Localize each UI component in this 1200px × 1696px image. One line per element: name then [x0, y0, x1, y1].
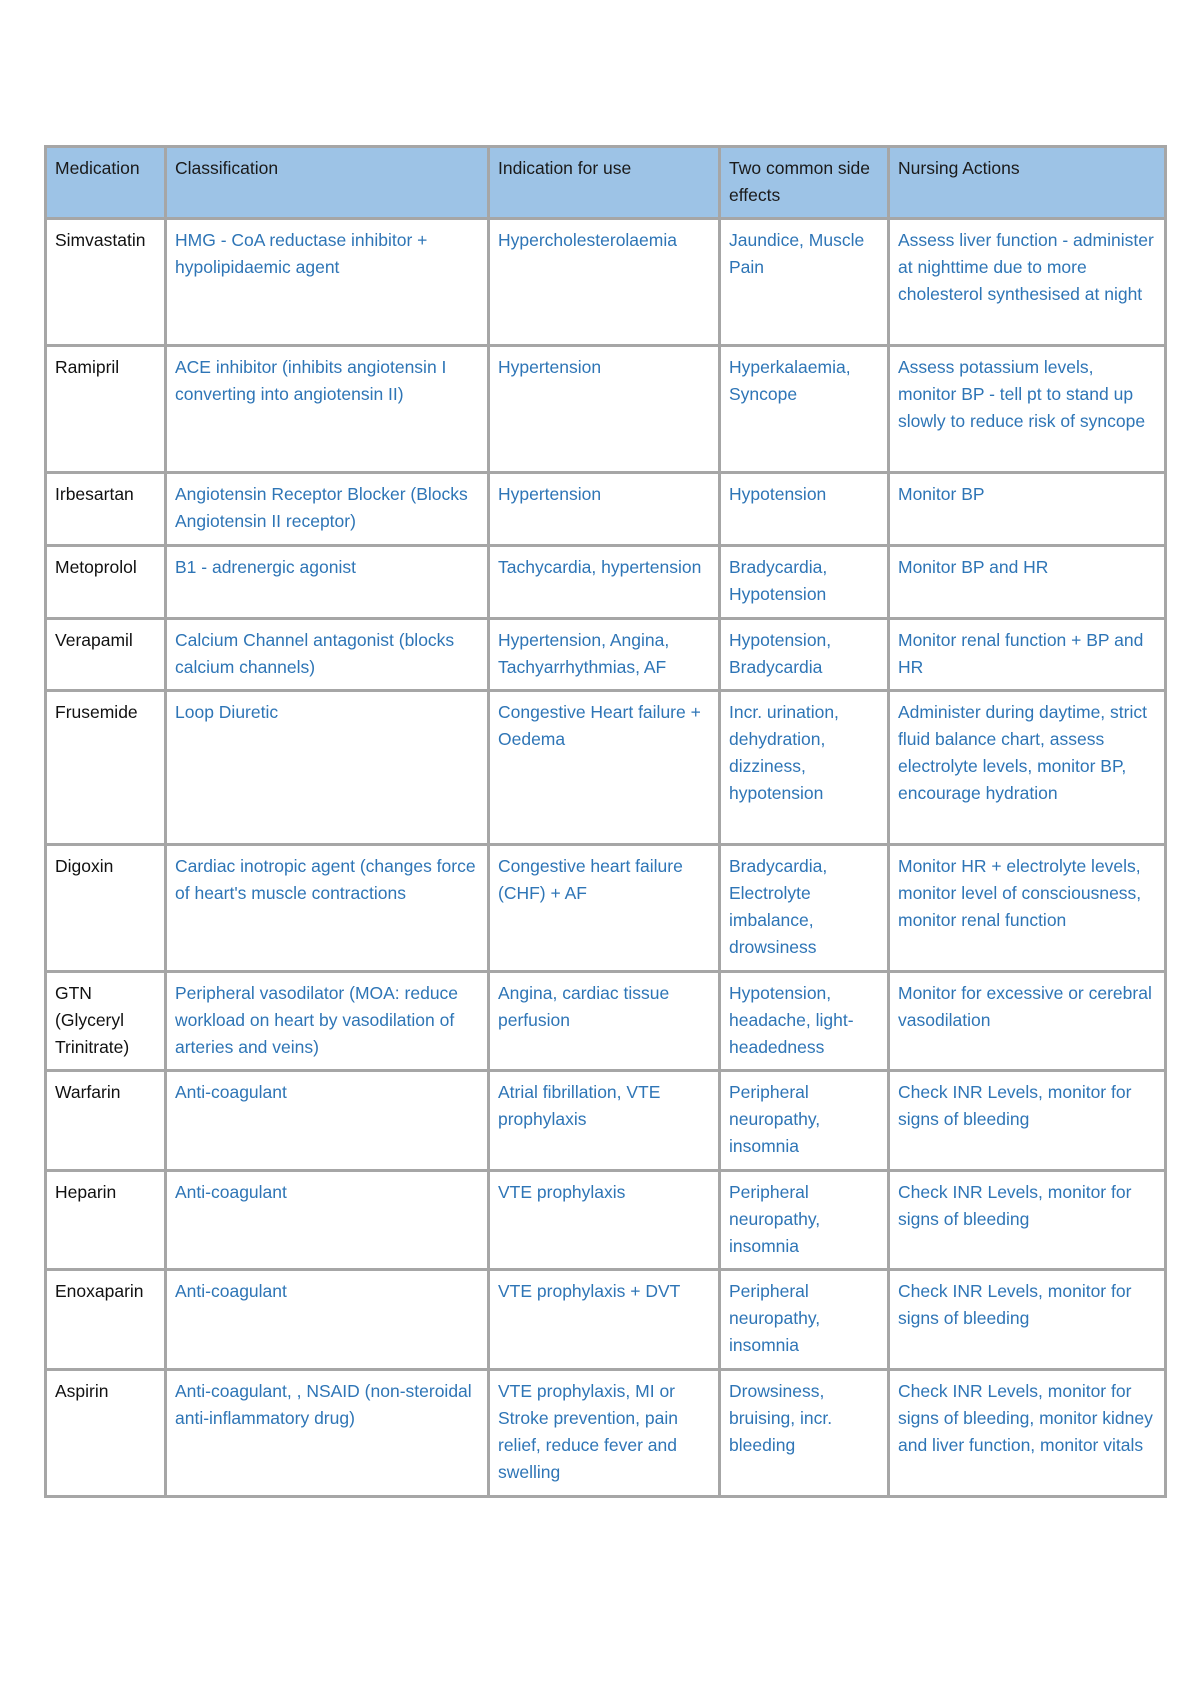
cell-classification: Cardiac inotropic agent (changes force of heart's muscle contractions: [166, 845, 489, 972]
cell-medication: Enoxaparin: [46, 1270, 166, 1370]
cell-classification: ACE inhibitor (inhibits angiotensin I converting into angiotensin II): [166, 346, 489, 473]
cell-side-effects: Peripheral neuropathy, insomnia: [720, 1270, 889, 1370]
cell-side-effects: Jaundice, Muscle Pain: [720, 219, 889, 346]
cell-indication: Angina, cardiac tissue perfusion: [489, 972, 720, 1071]
cell-nursing-actions: Monitor renal function + BP and HR: [889, 619, 1166, 691]
cell-nursing-actions: Check INR Levels, monitor for signs of bleeding: [889, 1171, 1166, 1270]
cell-nursing-actions: Assess potassium levels, monitor BP - tell pt to stand up slowly to reduce risk of syncope: [889, 346, 1166, 473]
table-row: [46, 1370, 1166, 1497]
cell-indication: Hypertension: [489, 346, 720, 473]
cell-medication: Digoxin: [46, 845, 166, 972]
cell-medication: Metoprolol: [46, 546, 166, 619]
table-row: [46, 473, 1166, 546]
cell-nursing-actions: Monitor BP: [889, 473, 1166, 546]
header-row: [46, 147, 1166, 219]
table-body: [46, 219, 1166, 1497]
header-medication: Medication: [46, 147, 166, 219]
cell-nursing-actions: Assess liver function - administer at nighttime due to more cholesterol synthesised at night: [889, 219, 1166, 346]
medication-table: [44, 145, 1167, 1498]
cell-side-effects: Peripheral neuropathy, insomnia: [720, 1071, 889, 1171]
cell-side-effects: Drowsiness, bruising, incr. bleeding: [720, 1370, 889, 1497]
cell-classification: Calcium Channel antagonist (blocks calcium channels): [166, 619, 489, 691]
cell-side-effects: Peripheral neuropathy, insomnia: [720, 1171, 889, 1270]
cell-indication: VTE prophylaxis, MI or Stroke prevention, pain relief, reduce fever and swelling: [489, 1370, 720, 1497]
table-row: [46, 845, 1166, 972]
cell-medication: Heparin: [46, 1171, 166, 1270]
header-classification: Classification: [166, 147, 489, 219]
cell-side-effects: Hypotension, headache, light-headedness: [720, 972, 889, 1071]
cell-side-effects: Hypotension: [720, 473, 889, 546]
cell-indication: Congestive Heart failure + Oedema: [489, 691, 720, 845]
cell-medication: Irbesartan: [46, 473, 166, 546]
cell-indication: Congestive heart failure (CHF) + AF: [489, 845, 720, 972]
cell-classification: HMG - CoA reductase inhibitor + hypolipidaemic agent: [166, 219, 489, 346]
header-indication: Indication for use: [489, 147, 720, 219]
cell-indication: VTE prophylaxis + DVT: [489, 1270, 720, 1370]
cell-side-effects: Hypotension, Bradycardia: [720, 619, 889, 691]
cell-nursing-actions: Check INR Levels, monitor for signs of bleeding, monitor kidney and liver function, monitor vitals: [889, 1370, 1166, 1497]
table-row: [46, 691, 1166, 845]
table-row: [46, 972, 1166, 1071]
cell-nursing-actions: Monitor HR + electrolyte levels, monitor level of consciousness, monitor renal function: [889, 845, 1166, 972]
table-row: [46, 1270, 1166, 1370]
cell-side-effects: Incr. urination, dehydration, dizziness, hypotension: [720, 691, 889, 845]
cell-nursing-actions: Check INR Levels, monitor for signs of bleeding: [889, 1270, 1166, 1370]
table-row: [46, 1171, 1166, 1270]
cell-indication: Hypertension, Angina, Tachyarrhythmias, AF: [489, 619, 720, 691]
table-row: [46, 219, 1166, 346]
cell-classification: Anti-coagulant: [166, 1171, 489, 1270]
cell-classification: Peripheral vasodilator (MOA: reduce workload on heart by vasodilation of arteries and veins): [166, 972, 489, 1071]
table-header: [46, 147, 1166, 219]
cell-classification: Anti-coagulant: [166, 1071, 489, 1171]
header-side-effects: Two common side effects: [720, 147, 889, 219]
table-row: [46, 619, 1166, 691]
cell-medication: Warfarin: [46, 1071, 166, 1171]
table-row: [46, 346, 1166, 473]
cell-medication: GTN (Glyceryl Trinitrate): [46, 972, 166, 1071]
cell-indication: Tachycardia, hypertension: [489, 546, 720, 619]
cell-nursing-actions: Administer during daytime, strict fluid balance chart, assess electrolyte levels, monitor BP, encourage hydration: [889, 691, 1166, 845]
table-row: [46, 1071, 1166, 1171]
cell-medication: Verapamil: [46, 619, 166, 691]
cell-classification: Loop Diuretic: [166, 691, 489, 845]
cell-medication: Simvastatin: [46, 219, 166, 346]
cell-medication: Aspirin: [46, 1370, 166, 1497]
cell-side-effects: Hyperkalaemia, Syncope: [720, 346, 889, 473]
cell-indication: Atrial fibrillation, VTE prophylaxis: [489, 1071, 720, 1171]
table-row: [46, 546, 1166, 619]
cell-nursing-actions: Monitor for excessive or cerebral vasodilation: [889, 972, 1166, 1071]
header-nursing-actions: Nursing Actions: [889, 147, 1166, 219]
cell-nursing-actions: Monitor BP and HR: [889, 546, 1166, 619]
cell-classification: Angiotensin Receptor Blocker (Blocks Angiotensin II receptor): [166, 473, 489, 546]
cell-classification: Anti-coagulant: [166, 1270, 489, 1370]
cell-side-effects: Bradycardia, Electrolyte imbalance, drowsiness: [720, 845, 889, 972]
cell-indication: Hypertension: [489, 473, 720, 546]
cell-indication: VTE prophylaxis: [489, 1171, 720, 1270]
cell-classification: Anti-coagulant, , NSAID (non-steroidal anti-inflammatory drug): [166, 1370, 489, 1497]
cell-indication: Hypercholesterolaemia: [489, 219, 720, 346]
cell-side-effects: Bradycardia, Hypotension: [720, 546, 889, 619]
cell-classification: B1 - adrenergic agonist: [166, 546, 489, 619]
cell-medication: Ramipril: [46, 346, 166, 473]
cell-medication: Frusemide: [46, 691, 166, 845]
cell-nursing-actions: Check INR Levels, monitor for signs of bleeding: [889, 1071, 1166, 1171]
